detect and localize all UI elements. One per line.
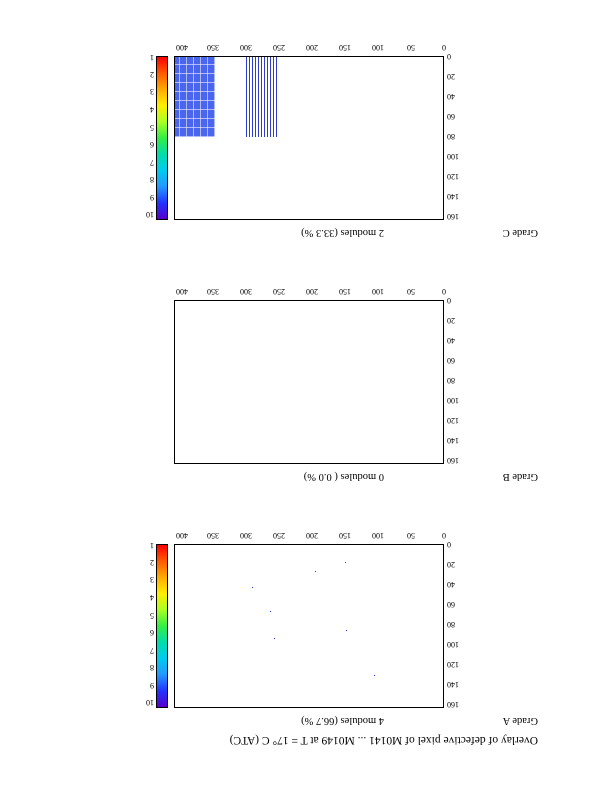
defect-point (374, 675, 375, 676)
page-title: Overlay of defective pixel of M0141 ... M0149 at T = 17° C (ATC) (229, 734, 538, 746)
defect-point (315, 571, 316, 572)
grade-a-ytick-4: 80 (447, 620, 455, 629)
grade-c-data-layer (175, 57, 443, 219)
grade-b-xtick-2: 100 (372, 287, 384, 296)
grade-a-ytick-1: 20 (447, 560, 455, 569)
grade-a-xtick-1: 50 (407, 531, 415, 540)
grade-a-xtick-7: 350 (207, 531, 219, 540)
defect-point (274, 638, 275, 639)
grade-b-ytick-3: 60 (447, 356, 455, 365)
grade-a-plot-frame (174, 544, 444, 708)
grade-b-xtick-5: 250 (273, 287, 285, 296)
grade-b-ytick-4: 80 (447, 376, 455, 385)
grade-c-xtick-8: 400 (176, 43, 188, 52)
grade-a-cbar-tick-10: 10 (146, 698, 154, 707)
grade-a-title: Grade A (502, 715, 538, 726)
grade-b-xtick-6: 300 (240, 287, 252, 296)
grade-a-cbar-tick-4: 4 (150, 593, 154, 602)
grade-b-xtick-1: 50 (407, 287, 415, 296)
defect-point (345, 562, 346, 563)
grade-c-ytick-6: 120 (447, 172, 459, 181)
grade-b-ytick-1: 20 (447, 316, 455, 325)
grade-b-data-layer (175, 301, 443, 463)
grade-a-xtick-2: 100 (372, 531, 384, 540)
grade-b-ytick-2: 40 (447, 336, 455, 345)
grade-a-xtick-6: 300 (240, 531, 252, 540)
grade-a-xtick-4: 200 (306, 531, 318, 540)
grade-c-xtick-7: 350 (207, 43, 219, 52)
grade-b-xtick-0: 0 (442, 287, 446, 296)
grade-b-ytick-5: 100 (447, 396, 459, 405)
grade-c-plot-frame (174, 56, 444, 220)
grade-a-ytick-7: 140 (447, 680, 459, 689)
grade-c-ytick-0: 0 (447, 52, 451, 61)
grade-a-ytick-5: 100 (447, 640, 459, 649)
grade-c-cbar-tick-7: 7 (150, 158, 154, 167)
grade-c-annotation: 2 modules (33.3 %) (301, 227, 384, 238)
grade-a-cbar-tick-5: 5 (150, 611, 154, 620)
grade-a-ytick-2: 40 (447, 580, 455, 589)
grade-c-cbar-tick-3: 3 (150, 87, 154, 96)
grade-c-cbar-tick-10: 10 (146, 210, 154, 219)
grade-c-cbar-tick-8: 8 (150, 175, 154, 184)
grade-c-xtick-0: 0 (442, 43, 446, 52)
grade-b-ytick-7: 140 (447, 436, 459, 445)
grade-b-ytick-0: 0 (447, 296, 451, 305)
grade-c-cbar-tick-5: 5 (150, 123, 154, 132)
grade-c-title: Grade C (502, 227, 538, 238)
grade-c-xtick-3: 150 (339, 43, 351, 52)
grade-c-ytick-3: 60 (447, 112, 455, 121)
grade-c-colorbar (156, 56, 168, 220)
grade-a-cbar-tick-1: 1 (150, 541, 154, 550)
grade-c-ytick-1: 20 (447, 72, 455, 81)
grade-c-cbar-tick-6: 6 (150, 140, 154, 149)
grade-c-ytick-8: 160 (447, 212, 459, 221)
grade-b-ytick-8: 160 (447, 456, 459, 465)
grade-a-ytick-6: 120 (447, 660, 459, 669)
grade-a-data-layer (175, 545, 443, 707)
grade-a-ytick-3: 60 (447, 600, 455, 609)
defect-point (346, 630, 347, 631)
defect-point (252, 587, 253, 588)
grade-b-xtick-7: 350 (207, 287, 219, 296)
grade-c-xtick-4: 200 (306, 43, 318, 52)
grade-c-xtick-5: 250 (273, 43, 285, 52)
grade-a-colorbar (156, 544, 168, 708)
grade-a-ytick-8: 160 (447, 700, 459, 709)
grade-b-xtick-4: 200 (306, 287, 318, 296)
grade-c-ytick-7: 140 (447, 192, 459, 201)
grade-b-xtick-3: 150 (339, 287, 351, 296)
grade-a-cbar-tick-2: 2 (150, 558, 154, 567)
grade-c-cbar-tick-9: 9 (150, 193, 154, 202)
grade-a-cbar-tick-3: 3 (150, 575, 154, 584)
defect-band-mid (245, 57, 277, 137)
grade-c-ytick-5: 100 (447, 152, 459, 161)
grade-c-ytick-4: 80 (447, 132, 455, 141)
grade-a-annotation: 4 modules (66.7 %) (301, 715, 384, 726)
grade-c-xtick-1: 50 (407, 43, 415, 52)
grade-c-cbar-tick-1: 1 (150, 53, 154, 62)
grade-c-ytick-2: 40 (447, 92, 455, 101)
grade-a-xtick-8: 400 (176, 531, 188, 540)
grade-a-cbar-tick-6: 6 (150, 628, 154, 637)
grade-c-xtick-2: 100 (372, 43, 384, 52)
grade-b-ytick-6: 120 (447, 416, 459, 425)
grade-c-xtick-6: 300 (240, 43, 252, 52)
grade-a-cbar-tick-8: 8 (150, 663, 154, 672)
grade-c-cbar-tick-2: 2 (150, 70, 154, 79)
grade-b-plot-frame (174, 300, 444, 464)
grade-a-cbar-tick-9: 9 (150, 681, 154, 690)
grade-a-xtick-3: 150 (339, 531, 351, 540)
grade-b-xtick-8: 400 (176, 287, 188, 296)
grade-b-title: Grade B (502, 471, 538, 482)
defect-block-right (175, 57, 215, 137)
grade-a-cbar-tick-7: 7 (150, 646, 154, 655)
grade-a-ytick-0: 0 (447, 540, 451, 549)
grade-b-annotation: 0 modules ( 0.0 %) (303, 471, 384, 482)
grade-c-cbar-tick-4: 4 (150, 105, 154, 114)
grade-a-xtick-5: 250 (273, 531, 285, 540)
grade-a-xtick-0: 0 (442, 531, 446, 540)
defect-point (270, 611, 271, 612)
